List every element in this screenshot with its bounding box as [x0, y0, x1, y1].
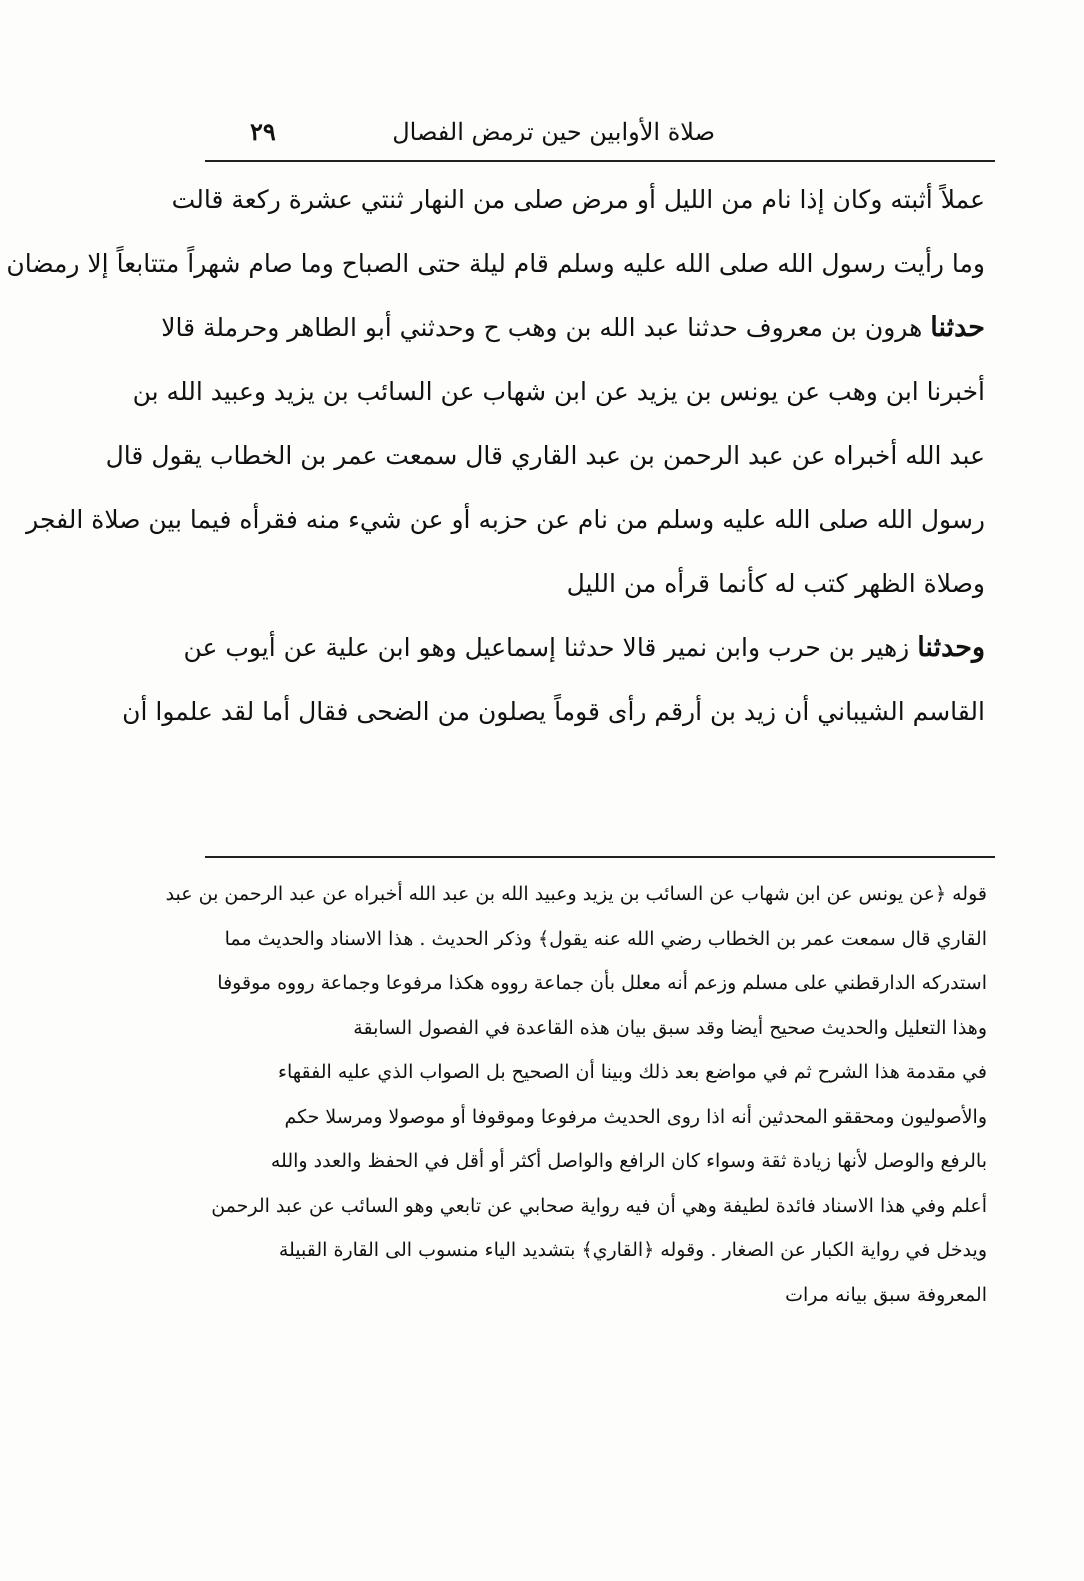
main-text-line-content: أخبرنا ابن وهب عن يونس بن يزيد عن ابن شهاب عن السائب بن يزيد وعبيد الله بن	[132, 377, 985, 406]
commentary-line: بالرفع والوصل لأنها زيادة ثقة وسواء كان الرافع والواصل أكثر أو أقل في الحفظ والعدد والله	[270, 1150, 987, 1172]
main-text-line-content: هرون بن معروف حدثنا عبد الله بن وهب ح وحدثني أبو الطاهر وحرملة قالا	[161, 313, 923, 342]
hadith-marker: وحدثنا	[917, 632, 985, 663]
hadith-text-block	[6, 168, 985, 744]
main-text-line	[171, 168, 985, 232]
main-text-line	[122, 680, 985, 744]
main-text-line-content: زهير بن حرب وابن نمير قالا حدثنا إسماعيل وهو ابن علية عن أيوب عن	[183, 633, 910, 662]
commentary-line: وهذا التعليل والحديث صحيح أيضا وقد سبق بيان هذه القاعدة في الفصول السابقة	[353, 1016, 987, 1039]
page-number: ٢٩	[250, 117, 276, 146]
commentary-line: ويدخل في رواية الكبار عن الصغار . وقوله ﴿القاري﴾ بتشديد الياء منسوب الى القارة القبيلة	[278, 1239, 987, 1261]
running-title: صلاة الأوابين حين ترمض الفصال	[392, 118, 715, 146]
commentary-line: والأصوليون ومحققو المحدثين أنه اذا روى الحديث مرفوعا وموقوفا أو موصولا ومرسلا حكم	[284, 1105, 987, 1128]
commentary-line: المعروفة سبق بيانه مرات	[785, 1283, 987, 1306]
main-text-line	[105, 424, 985, 488]
main-text-line	[215, 552, 985, 616]
main-text-line-content: وصلاة الظهر كتب له كأنما قرأه من الليل	[566, 569, 985, 598]
main-text-line-content: القاسم الشيباني أن زيد بن أرقم رأى قوماً يصلون من الضحى فقال أما لقد علموا أن	[122, 697, 985, 726]
main-text-line-content: عملاً أثبته وكان إذا نام من الليل أو مرض صلى من النهار ثنتي عشرة ركعة قالت	[171, 185, 985, 214]
commentary-line: في مقدمة هذا الشرح ثم في مواضع بعد ذلك وبينا أن الصحيح بل الصواب الذي عليه الفقهاء	[278, 1061, 987, 1083]
main-text-line-content: رسول الله صلى الله عليه وسلم من نام عن حزبه أو عن شيء منه فقرأه فيما بين صلاة الفجر	[26, 505, 985, 534]
header-rule	[205, 160, 995, 162]
main-text-line	[183, 616, 985, 680]
commentary-line: قوله ﴿عن يونس عن ابن شهاب عن السائب بن يزيد وعبيد الله بن عبد الله أخبراه عن عبد الرحمن بن عبد	[165, 883, 987, 905]
main-text-line-content: عبد الله أخبراه عن عبد الرحمن بن عبد القاري قال سمعت عمر بن الخطاب يقول قال	[105, 441, 985, 470]
commentary-line: أعلم وفي هذا الاسناد فائدة لطيفة وهي أن فيه رواية صحابي عن تابعي وهو السائب عن عبد الرحمن	[211, 1194, 987, 1217]
commentary-block	[165, 872, 987, 1317]
commentary-line: القاري قال سمعت عمر بن الخطاب رضي الله عنه يقول﴾ وذكر الحديث . هذا الاسناد والحديث مما	[224, 927, 987, 950]
running-header	[205, 112, 995, 152]
main-text-line	[26, 488, 985, 552]
main-text-line	[132, 360, 985, 424]
main-text-line-content: وما رأيت رسول الله صلى الله عليه وسلم قام ليلة حتى الصباح وما صام شهراً متتابعاً إلا رمضان	[6, 249, 985, 278]
commentary-rule	[205, 856, 995, 858]
main-text-line	[6, 232, 985, 296]
commentary-line: استدركه الدارقطني على مسلم وزعم أنه معلل بأن جماعة رووه هكذا مرفوعا وجماعة رووه موقوفا	[217, 972, 987, 994]
hadith-marker: حدثنا	[930, 312, 985, 343]
main-text-line	[161, 296, 985, 360]
